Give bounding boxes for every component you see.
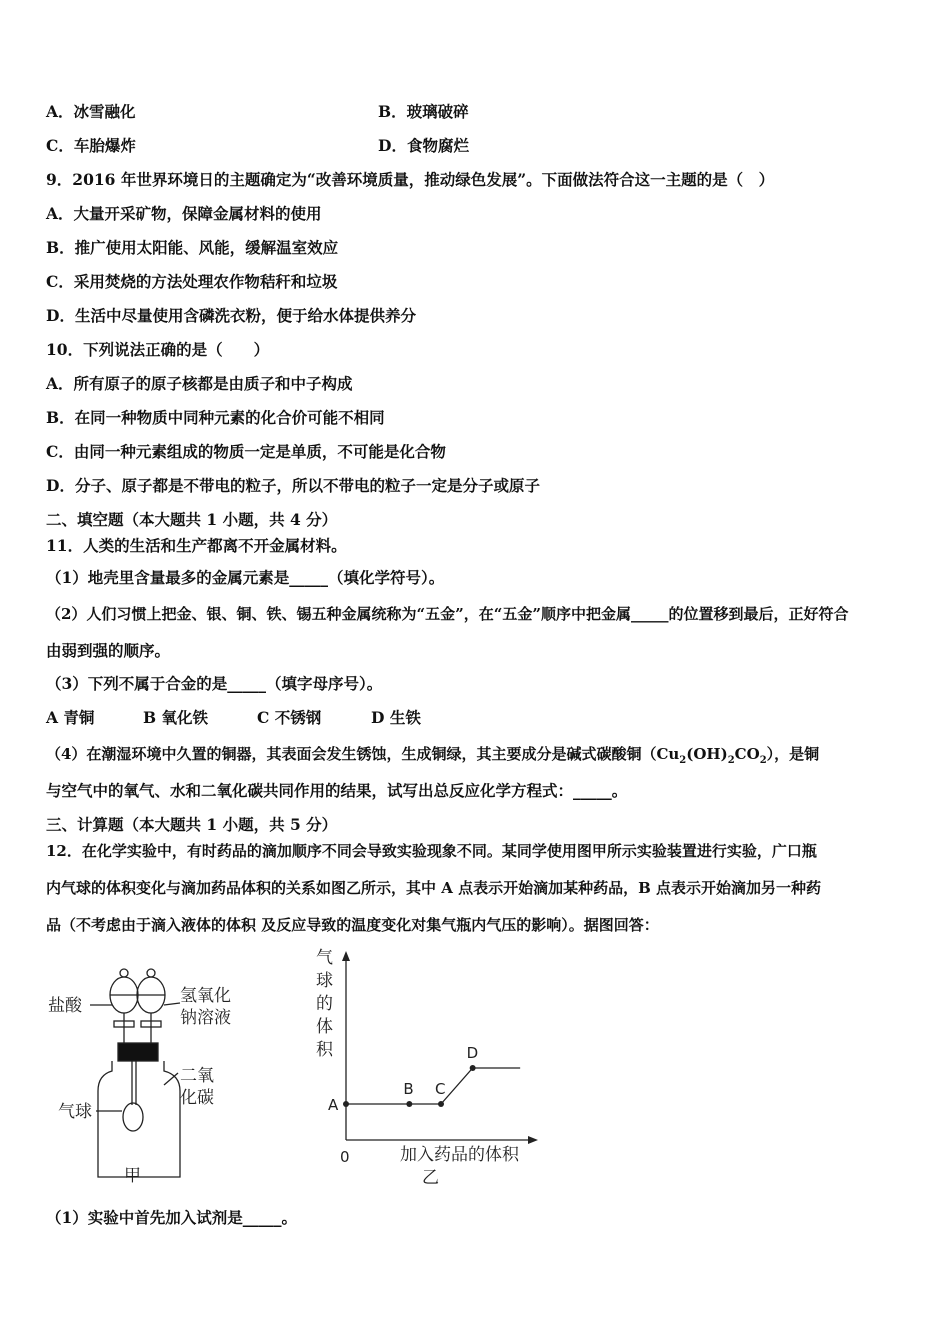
q12-stem-line-1: 12．在化学实验中，有时药品的滴加顺序不同会导致实验现象不同。某同学使用图甲所示实验装置进行实验，广口瓶: [46, 842, 817, 860]
q11-part-4-sub-3: 2: [759, 755, 767, 766]
q11-part-3-option-c: C 不锈钢: [257, 708, 322, 727]
q10-option-b: B．在同一种物质中同种元素的化合价可能不相同: [46, 408, 385, 427]
chart-point-b: [406, 1101, 412, 1107]
q11-part-4-sub-1: 2: [679, 755, 687, 766]
chart-point-c: [438, 1101, 444, 1107]
q10-option-d: D．分子、原子都是不带电的粒子，所以不带电的粒子一定是分子或原子: [46, 476, 540, 495]
q10-option-a: A．所有原子的原子核都是由质子和中子构成: [46, 374, 353, 393]
chart-point-label-d: D: [466, 1044, 479, 1062]
q9-option-d: D．生活中尽量使用含磷洗衣粉，便于给水体提供养分: [46, 306, 416, 325]
q9-option-b: B．推广使用太阳能、风能，缓解温室效应: [46, 238, 339, 257]
label-balloon: 气球: [58, 1102, 92, 1122]
q8-option-d: D．食物腐烂: [378, 136, 469, 155]
q8-option-c: C．车胎爆炸: [46, 136, 136, 155]
chart-point-label-b: B: [403, 1080, 414, 1098]
left-funnel-stopper: [120, 969, 128, 977]
chart-y-arrow: [342, 951, 350, 961]
q11-part-2-line-1: （2）人们习惯上把金、银、铜、铁、锡五种金属统称为“五金”，在“五金”顺序中把金属_____的位置移到最后，正好符合: [46, 605, 849, 623]
q10-stem: 10．下列说法正确的是（ ）: [46, 340, 270, 359]
q12-stem-line-2: 内气球的体积变化与滴加药品体积的关系如图乙所示，其中 A 点表示开始滴加某种药品，B 点表示开始滴加另一种药: [46, 879, 821, 897]
q9-option-c: C．采用焚烧的方法处理农作物秸秆和垃圾: [46, 272, 338, 291]
q11-part-4-text-c: CO: [734, 745, 760, 763]
label-hydrochloric-acid: 盐酸: [48, 996, 82, 1016]
balloon: [123, 1103, 143, 1131]
figure-jia-caption: 甲: [124, 1166, 141, 1186]
chart-series-line: [346, 1068, 520, 1104]
chart-y-label-char: 气: [316, 948, 333, 968]
q11-part-3-option-a: A 青铜: [46, 708, 95, 727]
balloon-volume-chart: [300, 945, 550, 1195]
q11-part-1: （1）地壳里含量最多的金属元素是_____（填化学符号）。: [46, 568, 445, 587]
chart-y-label-char: 积: [316, 1040, 333, 1060]
rubber-stopper: [118, 1043, 158, 1061]
q11-stem: 11．人类的生活和生产都离不开金属材料。: [46, 536, 347, 555]
label-co2-line-2: 化碳: [180, 1088, 214, 1108]
label-co2-line-1: 二氧: [180, 1066, 214, 1086]
q10-option-c: C．由同一种元素组成的物质一定是单质，不可能是化合物: [46, 442, 446, 461]
section-3-title: 三、计算题（本大题共 1 小题，共 5 分）: [46, 815, 338, 834]
chart-y-label-char: 体: [316, 1017, 333, 1037]
chart-y-label-char: 的: [316, 994, 333, 1014]
bottle: [98, 1061, 180, 1177]
chart-point-label-c: C: [435, 1080, 446, 1098]
q11-part-2-line-2: 由弱到强的顺序。: [46, 641, 171, 660]
label-naoh-line-2: 钠溶液: [180, 1008, 231, 1028]
chart-x-label: 加入药品的体积: [400, 1145, 519, 1165]
q9-stem: 9．2016 年世界环境日的主题确定为“改善环境质量，推动绿色发展”。下面做法符合这一主题的是（ ）: [46, 170, 775, 189]
q11-part-4-sub-2: 2: [727, 755, 735, 766]
figure-yi-caption: 乙: [422, 1168, 439, 1188]
q12-part-1: （1）实验中首先加入试剂是_____。: [46, 1208, 298, 1227]
q11-part-4-line-1: [46, 744, 819, 771]
q11-part-3: （3）下列不属于合金的是_____（填字母序号）。: [46, 674, 383, 693]
q9-option-a: A．大量开采矿物，保障金属材料的使用: [46, 204, 322, 223]
q8-option-b: B．玻璃破碎: [378, 102, 469, 121]
chart-point-label-a: A: [328, 1096, 339, 1114]
apparatus-figure: [40, 955, 260, 1195]
section-2-title: 二、填空题（本大题共 1 小题，共 4 分）: [46, 510, 338, 529]
chart-point-a: [343, 1101, 349, 1107]
chart-point-d: [470, 1065, 476, 1071]
q11-part-4-text-a: （4）在潮湿环境中久置的铜器，其表面会发生锈蚀，生成铜绿，其主要成分是碱式碳酸铜（Cu: [46, 745, 680, 763]
right-funnel-stopper: [147, 969, 155, 977]
q11-part-4-text-d: ），是铜: [766, 745, 820, 763]
q11-part-4-line-2: 与空气中的氧气、水和二氧化碳共同作用的结果，试写出总反应化学方程式：_____。: [46, 781, 628, 800]
label-naoh-line-1: 氢氧化: [180, 986, 231, 1006]
chart-origin-label: 0: [340, 1148, 350, 1166]
chart-y-label-char: 球: [316, 971, 333, 991]
q11-part-3-option-d: D 生铁: [371, 708, 421, 727]
q11-part-4-text-b: (OH): [686, 745, 728, 763]
q11-part-3-option-b: B 氧化铁: [143, 708, 208, 727]
q12-stem-line-3: 品（不考虑由于滴入液体的体积 及反应导致的温度变化对集气瓶内气压的影响）。据图回答：: [46, 916, 659, 934]
q8-option-a: A．冰雪融化: [46, 102, 136, 121]
chart-x-arrow: [528, 1136, 538, 1144]
